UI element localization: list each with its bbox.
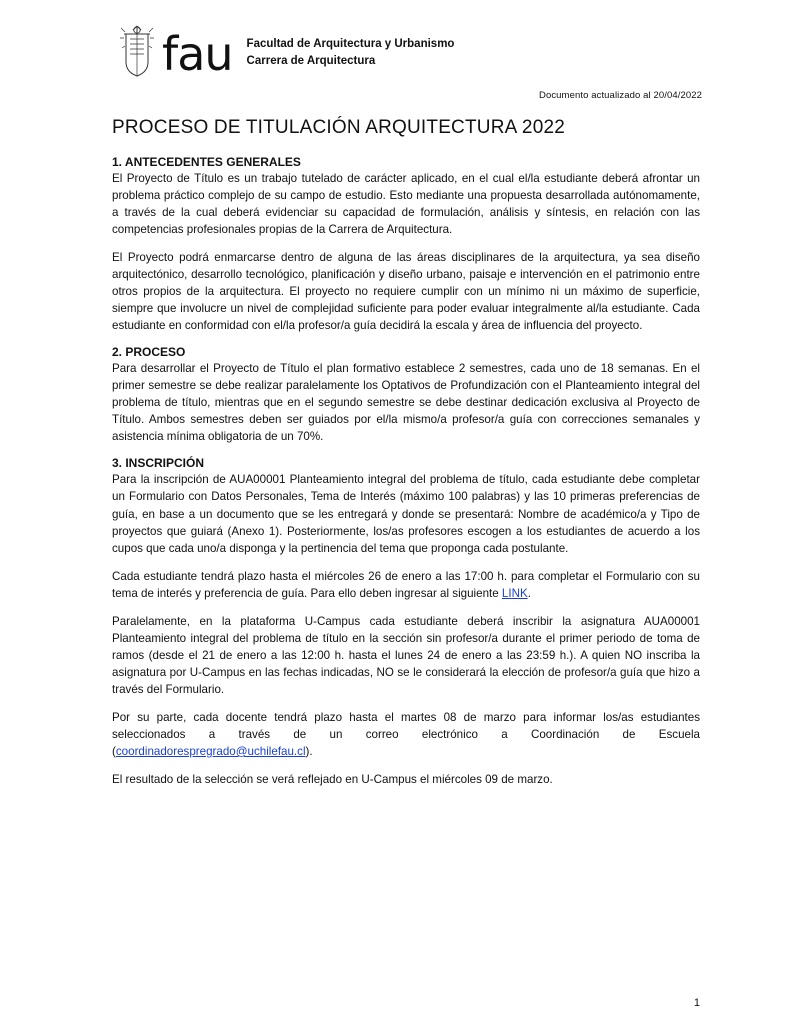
paragraph: Paralelamente, en la plataforma U-Campus cada estudiante deberá inscribir la asignatura AUA00001 Planteamiento integral del problema de título en la sección sin profesor/a durante el primer periodo de toma de ramos (desde el 21 de enero a las 12:00 h. hasta el lunes 24 de enero a las 23:59 h.). A quien NO inscriba la asignatura por U-Campus en las fechas indicadas, NO se le considerará la elección de profesor/a guía que hizo a través del Formulario. [112,614,700,696]
paragraph: Para la inscripción de AUA00001 Planteamiento integral del problema de título, cada estudiante debe completar un Formulario con Datos Personales, Tema de Interés (máximo 100 palabras) y las 10 primeras preferencias de guía, en base a un documento que se les entregará y donde se presentará: Nombre de académico/a y Tipo de proyectos que guiará (Anexo 1). Posteriormente, los/as profesores escogen a los estudiantes de acuerdo a los cupos que cada uno/a disponga y la pertinencia del tema que proponga cada postulante. [112,473,700,555]
paragraph-text-before-email: Por su parte, cada docente tendrá plazo hasta el martes 08 de marzo para informar los/as estudiantes seleccionados a través de un correo electrónico a Coordinación de Escuela ( [112,710,700,758]
section-heading: 3. INSCRIPCIÓN [112,456,205,471]
page-number: 1 [693,997,700,1009]
coordination-email-link[interactable]: coordinadorespregrado@uchilefau.cl [115,744,306,758]
paragraph: Para desarrollar el Proyecto de Título el plan formativo establece 2 semestres, cada uno de 18 semanas. En el primer semestre se debe realizar paralelamente los Optativos de Profundización con el Planteamiento integral del problema de título, mientras que en el segundo semestre se debe destinar dedicación exclusiva al Proyecto de Título. Ambos semestres deben ser guiados por el/la mismo/a profesor/a guía con correcciones semanales y asistencia mínima obligatoria de un 70%. [112,362,700,444]
fau-logo [116,22,233,80]
paragraph-with-email [112,709,700,760]
paragraph-text-before-link: Cada estudiante tendrá plazo hasta el miércoles 26 de enero a las 17:00 h. para completar el Formulario con su tema de interés y preferencia de guía. Para ello deben ingresar al siguiente [112,569,700,600]
fau-wordmark: fau [162,27,233,81]
paragraph-with-link [112,568,700,602]
paragraph-text-after-link: . [527,586,531,600]
section-heading: 2. PROCESO [112,345,186,360]
paragraph: El Proyecto de Título es un trabajo tutelado de carácter aplicado, en el cual el/la estudiante deberá afrontar un problema práctico complejo de su campo de estudio. Esto mediante una propuesta desarrollada autónomamente, a través de la cual deberá evidenciar su capacidad de formulación, análisis y síntesis, en relación con las competencias profesionales propias de la Carrera de Arquitectura. [112,172,700,237]
document-updated-date: Documento actualizado al 20/04/2022 [538,90,702,101]
section-inscripcion [112,456,700,788]
paragraph-text-after-email: ). [305,744,313,758]
university-crest-icon [116,22,158,80]
faculty-names [247,36,455,71]
faculty-line-1: Facultad de Arquitectura y Urbanismo [246,37,455,50]
formulario-link[interactable]: LINK [501,586,528,600]
section-heading: 1. ANTECEDENTES GENERALES [112,155,301,169]
paragraph: El Proyecto podrá enmarcarse dentro de alguna de las áreas disciplinares de la arquitectura, ya sea diseño arquitectónico, desarrollo tecnológico, planificación y diseño urbano, paisaje e intervención en el patrimonio entre otros propios de la arquitectura. El proyecto no requiere cumplir con un mínimo ni un máximo de superficie, siempre que involucre un nivel de complejidad suficiente para poder evaluar integralmente al/la estudiante. Cada estudiante en conformidad con el/la profesor/a guía decidirá la escala y área de influencia del proyecto. [112,251,700,333]
paragraph: El resultado de la selección se verá reflejado en U-Campus el miércoles 09 de marzo. [112,772,553,786]
section-proceso [112,345,700,445]
faculty-line-2: Carrera de Arquitectura [246,55,376,67]
document-header [116,22,700,80]
page-title: PROCESO DE TITULACIÓN ARQUITECTURA 2022 [112,117,566,138]
section-antecedentes-generales [112,155,700,334]
